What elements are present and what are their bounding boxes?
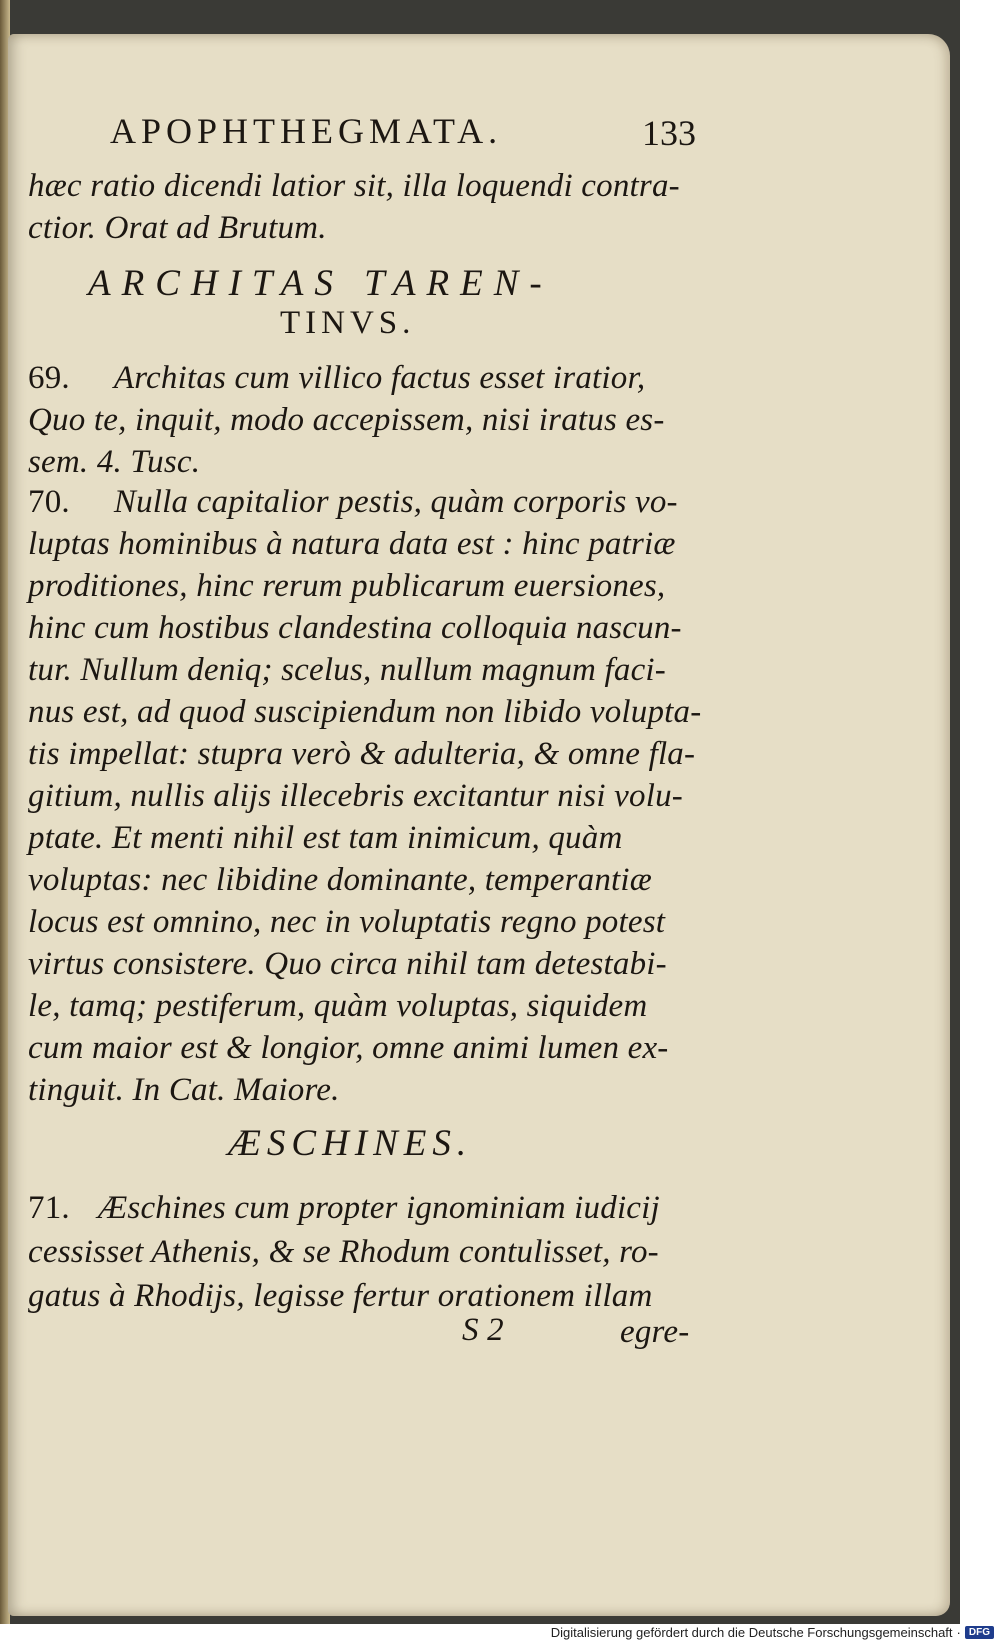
paragraph-70-line: tinguit. In Cat. Maiore. (28, 1072, 340, 1108)
paragraph-69-line: 69. Architas cum villico factus esset iratior, (28, 360, 646, 396)
paragraph-number: 69. (28, 360, 70, 396)
text-line: ctior. Orat ad Brutum. (28, 210, 327, 246)
signature-mark: S 2 (462, 1312, 504, 1348)
section-heading-architas: ARCHITAS TAREN- (88, 263, 553, 304)
paragraph-71-line: 71. Æschines cum propter ignominiam iudicij (28, 1190, 660, 1226)
paragraph-71-line: gatus à Rhodijs, legisse fertur orationem illam (28, 1278, 653, 1314)
paragraph-number: 71. (28, 1190, 70, 1226)
paragraph-71-line: cessisset Athenis, & se Rhodum contulisset, ro- (28, 1234, 659, 1270)
running-title: APOPHTHEGMATA. (110, 111, 503, 151)
paragraph-70-line: locus est omnino, nec in voluptatis regno potest (28, 904, 666, 940)
paragraph-70-line: virtus consistere. Quo circa nihil tam detestabi- (28, 946, 667, 982)
paragraph-70-line: proditiones, hinc rerum publicarum euersiones, (28, 568, 666, 604)
paragraph-70-line: cum maior est & longior, omne animi lumen ex- (28, 1030, 669, 1066)
page-number: 133 (642, 113, 696, 153)
credit-text: Digitalisierung gefördert durch die Deutsche Forschungsgemeinschaft (550, 1625, 953, 1640)
section-heading-architas-cont: TINVS. (280, 305, 416, 341)
paragraph-70-line: 70. Nulla capitalior pestis, quàm corporis vo- (28, 484, 678, 520)
section-heading-aeschines: ÆSCHINES. (228, 1123, 473, 1164)
paragraph-70-line: tur. Nullum deniq; scelus, nullum magnum faci- (28, 652, 666, 688)
paragraph-70-line: hinc cum hostibus clandestina colloquia nascun- (28, 610, 682, 646)
paragraph-number: 70. (28, 484, 70, 520)
paragraph-69-line: Quo te, inquit, modo accepissem, nisi iratus es- (28, 402, 665, 438)
digitization-credit: Digitalisierung gefördert durch die Deutsche Forschungsgemeinschaft · DFG (551, 1625, 994, 1640)
paragraph-70-line: gitium, nullis alijs illecebris excitantur nisi volu- (28, 778, 683, 814)
text-line: hæc ratio dicendi latior sit, illa loquendi contra- (28, 168, 680, 204)
dfg-logo: DFG (965, 1626, 994, 1639)
paragraph-70-line: ptate. Et menti nihil est tam inimicum, quàm (28, 820, 623, 856)
paragraph-70-line: tis impellat: stupra verò & adulteria, & omne fla- (28, 736, 696, 772)
paragraph-70-line: luptas hominibus à natura data est : hinc patriæ (28, 526, 676, 562)
paragraph-69-line: sem. 4. Tusc. (28, 444, 201, 480)
paragraph-70-line: le, tamq; pestiferum, quàm voluptas, siquidem (28, 988, 648, 1024)
paragraph-70-line: nus est, ad quod suscipiendum non libido volupta- (28, 694, 702, 730)
catchword: egre- (620, 1314, 690, 1350)
paragraph-70-line: voluptas: nec libidine dominante, temperantiæ (28, 862, 652, 898)
